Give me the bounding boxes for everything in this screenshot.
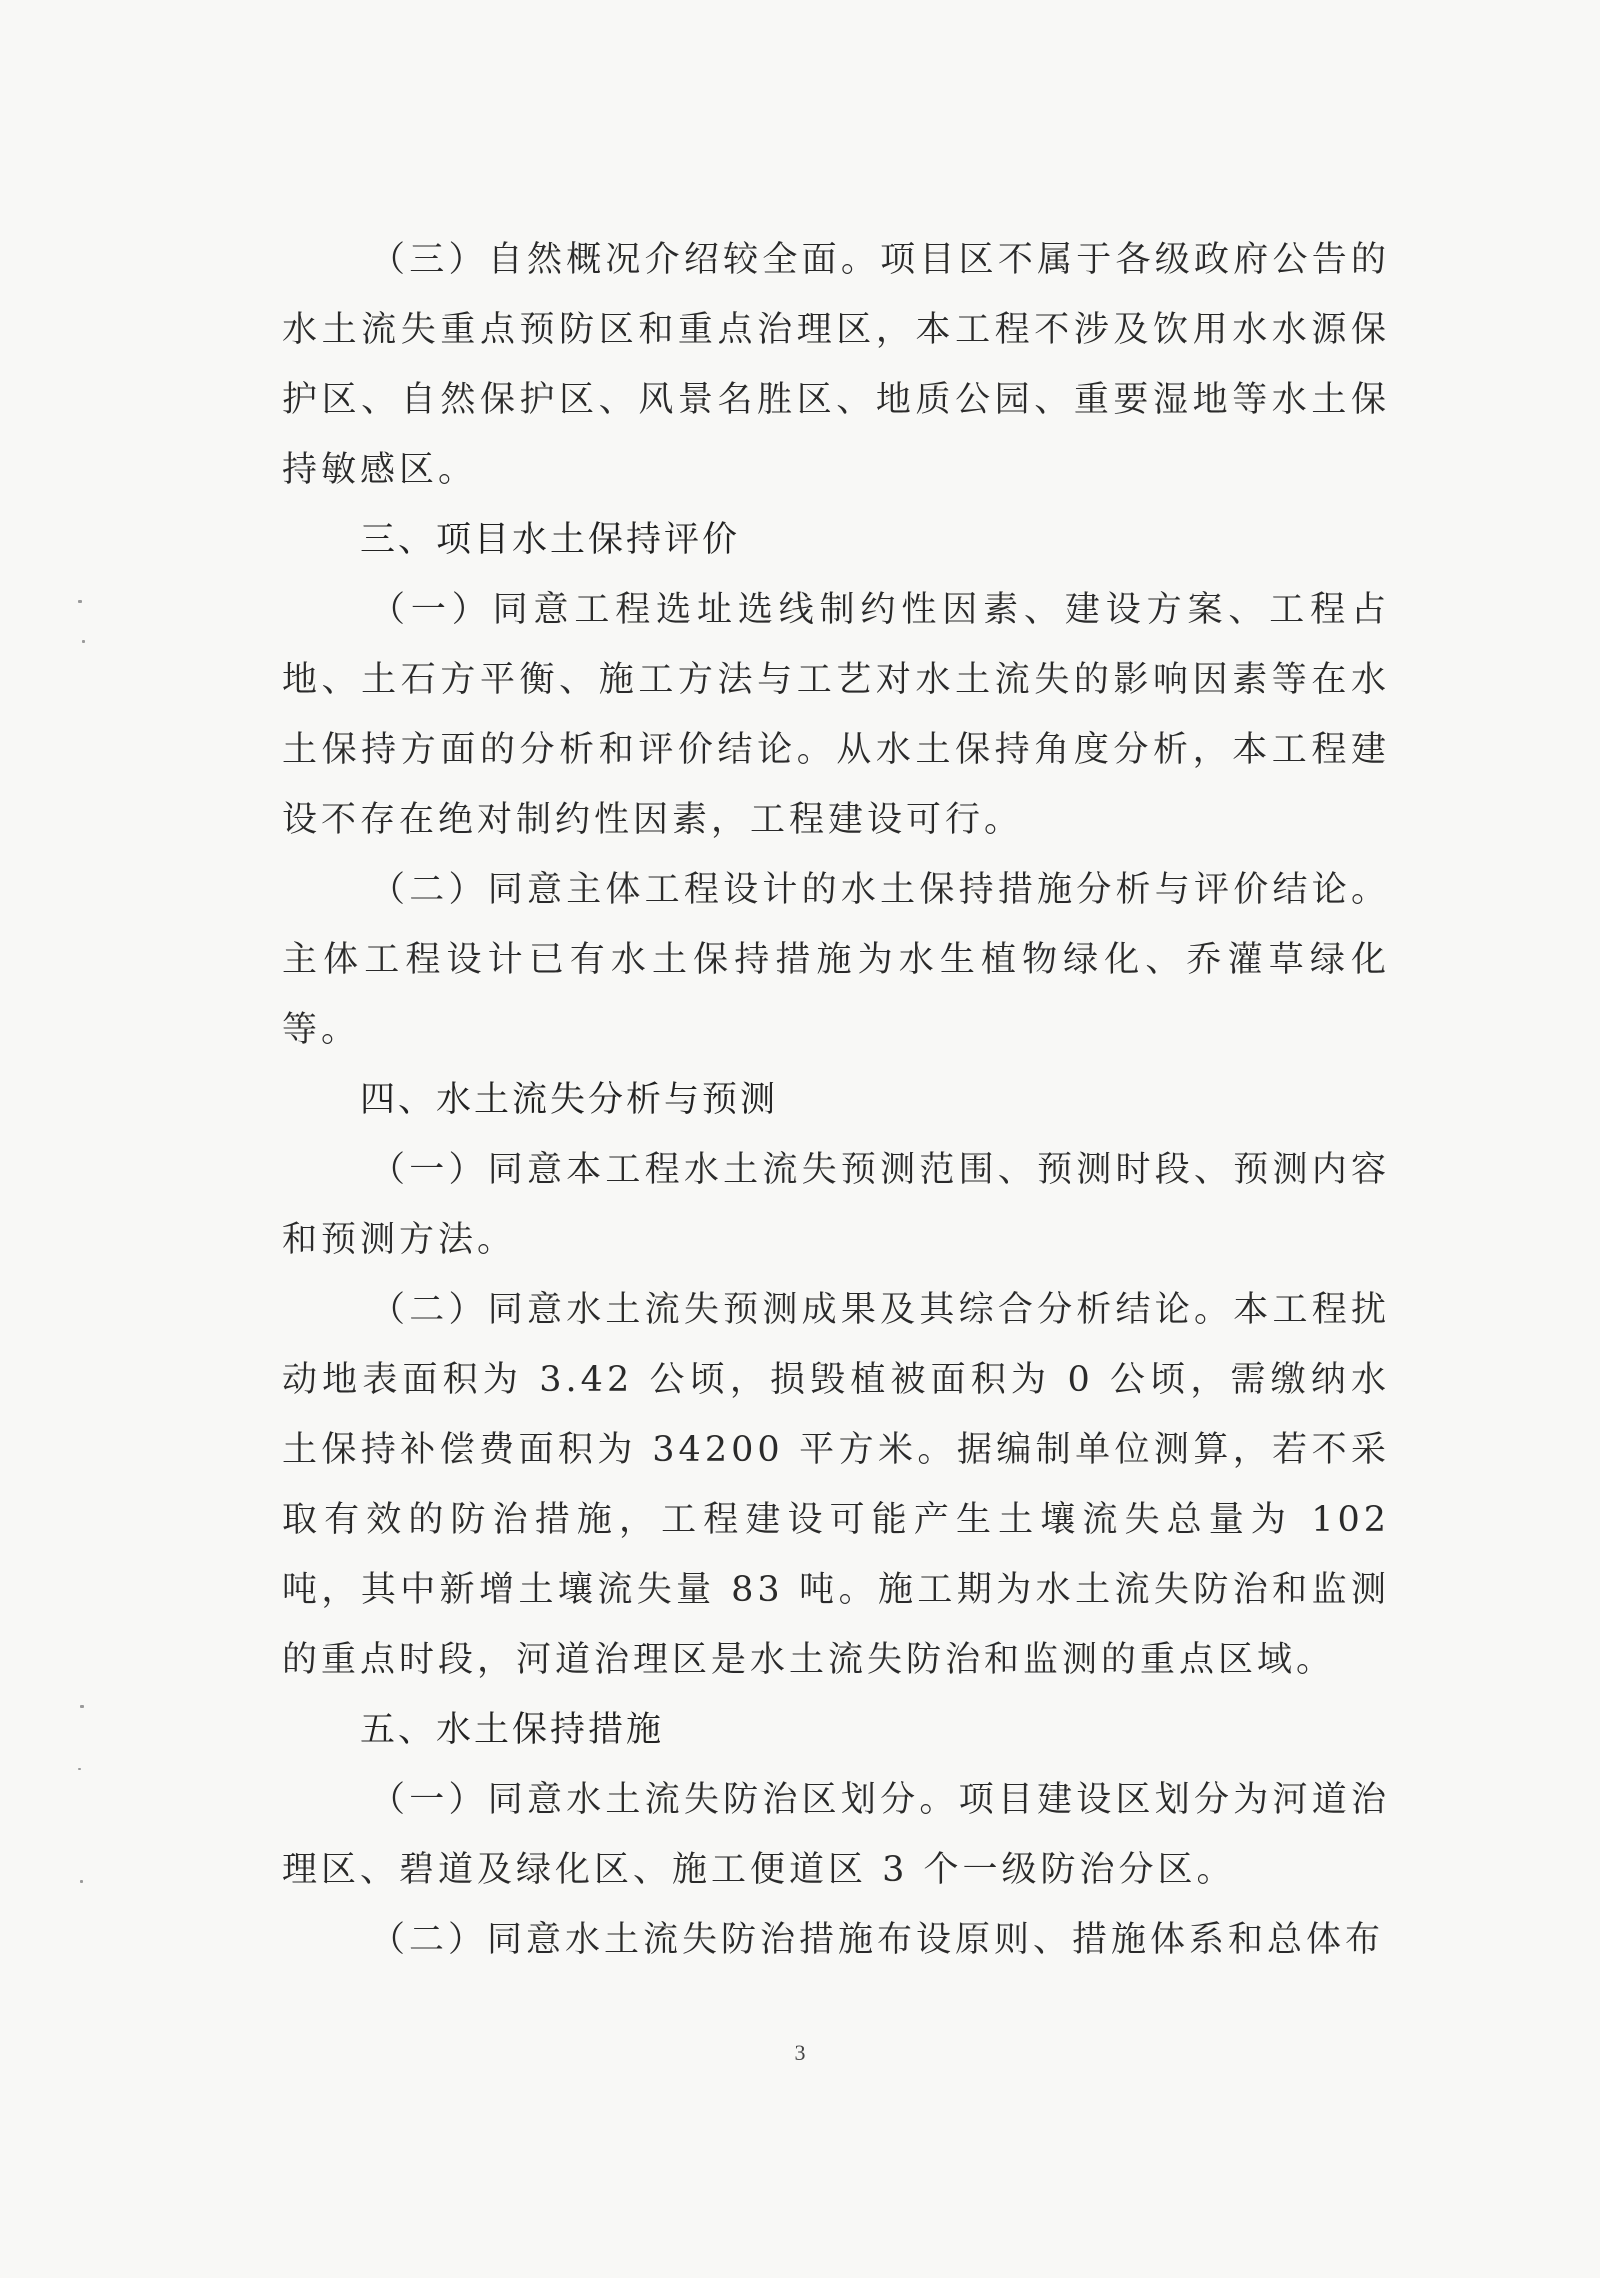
heading-soil-conservation-evaluation: 三、项目水土保持评价 bbox=[360, 520, 741, 560]
heading-erosion-analysis-prediction: 四、水土流失分析与预测 bbox=[360, 1080, 779, 1120]
scan-speck bbox=[78, 600, 82, 603]
scan-speck bbox=[82, 640, 85, 643]
paragraph-site-selection-evaluation: （一）同意工程选址选线制约性因素、建设方案、工程占地、土石方平衡、施工方法与工艺对水土流失的影响因素等在水土保持方面的分析和评价结论。从水土保持角度分析，本工程建设不存在绝对制约性因素，工程建设可行。 bbox=[282, 590, 1390, 840]
document-body bbox=[282, 225, 1390, 1975]
scan-speck bbox=[80, 1880, 83, 1883]
paragraph-measure-principles: （二）同意水土流失防治措施布设原则、措施体系和总体布 bbox=[370, 1920, 1385, 1960]
paragraph-prevention-zoning: （一）同意水土流失防治区划分。项目建设区划分为河道治理区、碧道及绿化区、施工便道区 3 个一级防治分区。 bbox=[282, 1780, 1390, 1890]
scan-speck bbox=[80, 1705, 84, 1708]
heading-soil-conservation-measures: 五、水土保持措施 bbox=[360, 1710, 665, 1750]
paragraph-prediction-scope: （一）同意本工程水土流失预测范围、预测时段、预测内容和预测方法。 bbox=[282, 1150, 1390, 1260]
paragraph-main-design-measures: （二）同意主体工程设计的水土保持措施分析与评价结论。主体工程设计已有水土保持措施为水生植物绿化、乔灌草绿化等。 bbox=[282, 870, 1390, 1050]
paragraph-prediction-results: （二）同意水土流失预测成果及其综合分析结论。本工程扰动地表面积为 3.42 公顷，损毁植被面积为 0 公顷，需缴纳水土保持补偿费面积为 34200 平方米。据编制单位测算，若不采取有效的防治措施，工程建设可能产生土壤流失总量为 102 吨，其中新增土壤流失量 83 吨。施工期为水土流失防治和监测的重点时段，河道治理区是水土流失防治和监测的重点区域。 bbox=[282, 1290, 1390, 1680]
paragraph-natural-conditions: （三）自然概况介绍较全面。项目区不属于各级政府公告的水土流失重点预防区和重点治理区，本工程不涉及饮用水水源保护区、自然保护区、风景名胜区、地质公园、重要湿地等水土保持敏感区。 bbox=[282, 240, 1390, 490]
page-number: 3 bbox=[794, 2040, 806, 2065]
scan-speck bbox=[78, 1768, 81, 1770]
